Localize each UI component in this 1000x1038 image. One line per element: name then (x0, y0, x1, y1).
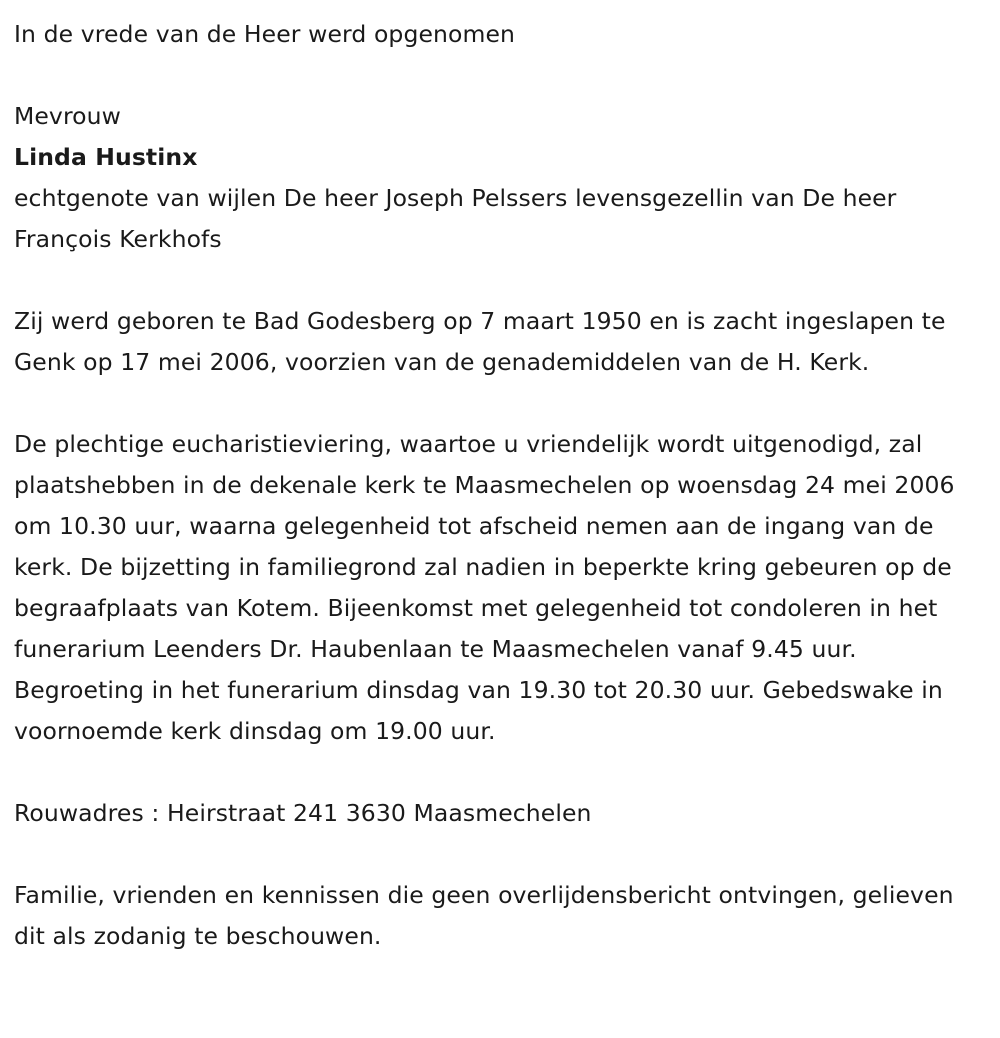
spacer (14, 383, 984, 424)
opening-line: In de vrede van de Heer werd opgenomen (14, 20, 516, 48)
spacer (14, 834, 984, 875)
mourning-address: Rouwadres : Heirstraat 241 3630 Maasmechelen (14, 799, 592, 827)
spacer (14, 55, 984, 96)
spacer (14, 752, 984, 793)
relations-paragraph: echtgenote van wijlen De heer Joseph Pelssers levensgezellin van De heer François Kerkhofs (14, 184, 905, 253)
birth-death-paragraph: Zij werd geboren te Bad Godesberg op 7 maart 1950 en is zacht ingeslapen te Genk op 17 mei 2006, voorzien van de genademiddelen van de H. Kerk. (14, 307, 954, 376)
salutation: Mevrouw (14, 102, 121, 130)
notice-paragraph: Familie, vrienden en kennissen die geen overlijdensbericht ontvingen, gelieven dit als zodanig te beschouwen. (14, 881, 962, 950)
deceased-name: Linda Hustinx (14, 143, 198, 171)
ceremony-paragraph: De plechtige eucharistieviering, waartoe u vriendelijk wordt uitgenodigd, zal plaatshebben in de dekenale kerk te Maasmechelen op woensdag 24 mei 2006 om 10.30 uur, waarna gelegenheid tot afscheid nemen aan de ingang van de kerk. De bijzetting in familiegrond zal nadien in beperkte kring gebeuren op de begraafplaats van Kotem. Bijeenkomst met gelegenheid tot condoleren in het funerarium Leenders Dr. Haubenlaan te Maasmechelen vanaf 9.45 uur. Begroeting in het funerarium dinsdag van 19.30 tot 20.30 uur. Gebedswake in voornoemde kerk dinsdag om 19.00 uur. (14, 430, 963, 745)
spacer (14, 260, 984, 301)
